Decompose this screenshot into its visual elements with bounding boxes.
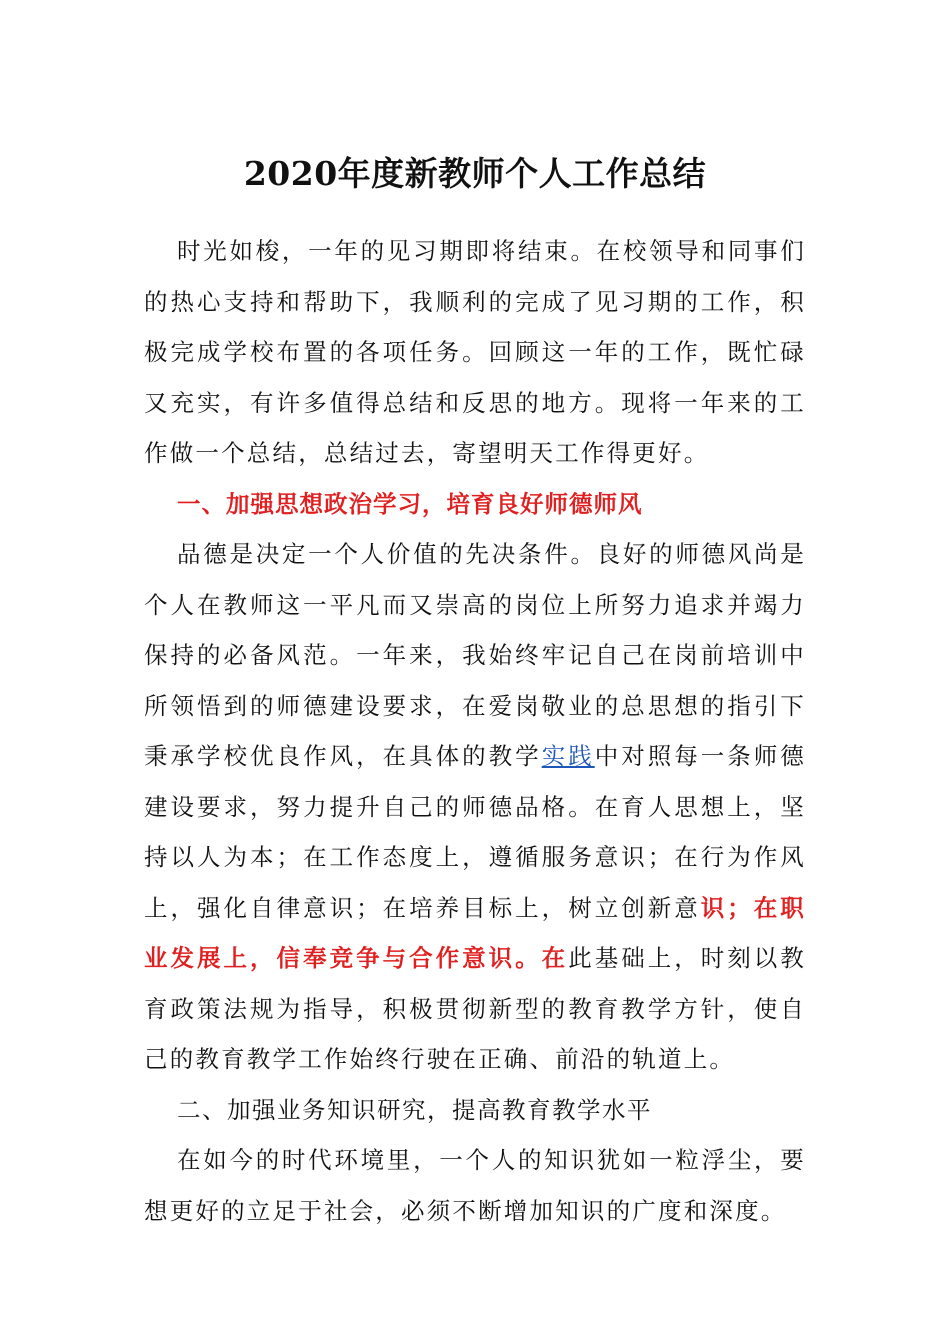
paragraph-ethics-text-2: 中对照每一条师德建设要求，努力提升自己的师德品格。在育人思想上，坚持以人为本；在工作态度上，遵循服务意识；在行为作风上，强化自律意识；在培养目标上，树立创新意: [144, 742, 807, 922]
section-heading-2: 二、加强业务知识研究，提高教育教学水平: [177, 1095, 652, 1124]
document-title: 2020年度新教师个人工作总结: [243, 154, 707, 193]
paragraph-ethics: [144, 529, 806, 1085]
document-body: [144, 226, 806, 1236]
practice-link[interactable]: 实践: [541, 742, 595, 770]
section-heading-1: 一、加强思想政治学习，培育良好师德师风: [177, 489, 643, 518]
paragraph-ethics-highlight: 识；在职业发展上，信奉竞争与合作意识。在: [144, 893, 806, 972]
paragraph-ethics-text-3: 此基础上，时刻以教育政策法规为指导，积极贯彻新型的教育教学方针，使自己的教育教学工作始终行驶在正确、前沿的轨道上。: [144, 944, 806, 1073]
paragraph-intro: 时光如梭，一年的见习期即将结束。在校领导和同事们的热心支持和帮助下，我顺利的完成了见习期的工作，积极完成学校布置的各项任务。回顾这一年的工作，既忙碌又充实，有许多值得总结和反思的地方。现将一年来的工作做一个总结，总结过去，寄望明天工作得更好。: [144, 237, 806, 467]
paragraph-ethics-text-1: 品德是决定一个人价值的先决条件。良好的师德风尚是个人在教师这一平凡而又崇高的岗位上所努力追求并竭力保持的必备风范。一年来，我始终牢记自己在岗前培训中所领悟到的师德建设要求，在爱岗敬业的总思想的指引下秉承学校优良作风，在具体的教学: [144, 540, 806, 770]
paragraph-knowledge: 在如今的时代环境里，一个人的知识犹如一粒浮尘，要想更好的立足于社会，必须不断增加知识的广度和深度。: [144, 1146, 806, 1225]
